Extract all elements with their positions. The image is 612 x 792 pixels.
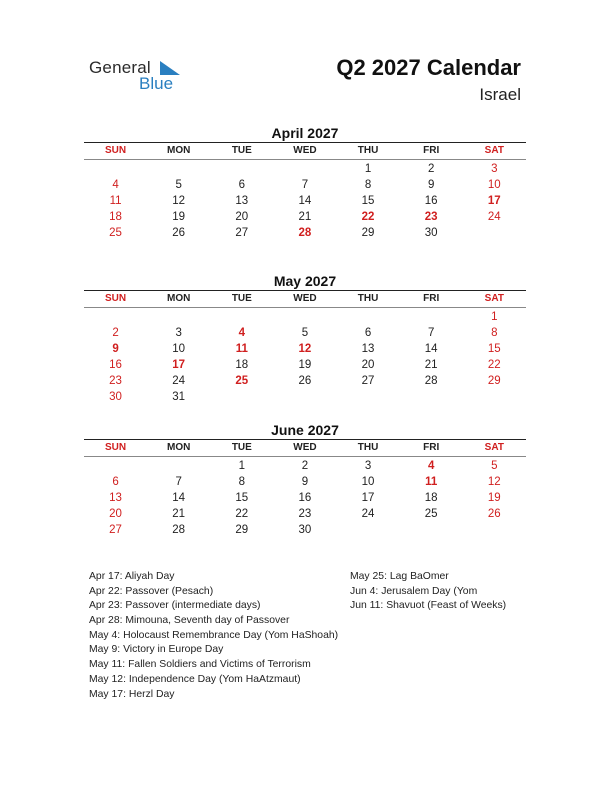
day-cell: 16 bbox=[298, 492, 312, 504]
day-cell: 28 bbox=[298, 227, 312, 239]
day-cell: 4 bbox=[238, 327, 246, 339]
weekday-header-row bbox=[84, 440, 526, 456]
empty-day-cell bbox=[84, 161, 147, 177]
empty-day-cell bbox=[210, 309, 273, 325]
day-cell: 18 bbox=[109, 211, 122, 223]
week-row bbox=[84, 474, 526, 490]
month-june bbox=[84, 421, 526, 538]
day-cell: 16 bbox=[424, 195, 438, 207]
logo-word-blue: Blue bbox=[139, 74, 174, 93]
day-cell: 20 bbox=[109, 508, 122, 520]
weekday-tue: TUE bbox=[231, 293, 252, 304]
day-cell: 4 bbox=[427, 460, 435, 472]
holiday-entry: May 25: Lag BaOmer bbox=[350, 571, 449, 582]
day-cell: 9 bbox=[427, 179, 435, 191]
week-row bbox=[84, 225, 526, 241]
day-cell: 28 bbox=[424, 375, 438, 387]
day-cell: 16 bbox=[109, 359, 122, 371]
day-cell: 21 bbox=[424, 359, 438, 371]
holiday-entry: Apr 22: Passover (Pesach) bbox=[89, 585, 214, 597]
day-cell: 29 bbox=[235, 524, 249, 536]
day-cell: 7 bbox=[427, 327, 435, 339]
day-cell: 17 bbox=[487, 195, 501, 207]
weekday-thu: THU bbox=[357, 293, 379, 304]
month-title: April 2027 bbox=[271, 125, 339, 141]
week-row bbox=[84, 522, 526, 538]
weekday-fri: FRI bbox=[423, 293, 440, 304]
holiday-entry: Jun 11: Shavuot (Feast of Weeks) bbox=[350, 600, 507, 612]
day-cell: 1 bbox=[238, 460, 246, 472]
weekday-mon: MON bbox=[167, 293, 191, 304]
week-row bbox=[84, 325, 526, 341]
day-cell: 1 bbox=[364, 163, 372, 175]
day-cell: 6 bbox=[238, 179, 246, 191]
page-title: Q2 2027 Calendar bbox=[336, 55, 521, 80]
holiday-entry: Apr 23: Passover (intermediate days) bbox=[89, 600, 261, 612]
empty-day-cell bbox=[273, 389, 336, 405]
weekday-sat: SAT bbox=[484, 442, 504, 453]
day-cell: 12 bbox=[298, 343, 312, 355]
empty-day-cell bbox=[147, 458, 210, 474]
empty-day-cell bbox=[463, 522, 526, 538]
day-cell: 22 bbox=[487, 359, 501, 371]
day-cell: 8 bbox=[364, 179, 372, 191]
day-cell: 4 bbox=[112, 179, 119, 191]
day-cell: 7 bbox=[175, 476, 182, 488]
holiday-list-left bbox=[89, 570, 338, 702]
empty-day-cell bbox=[400, 522, 463, 538]
weekday-header-row bbox=[84, 143, 526, 159]
weekday-thu: THU bbox=[357, 442, 379, 453]
country-name: Israel bbox=[479, 85, 521, 104]
day-cell: 14 bbox=[298, 195, 312, 207]
header-rule bbox=[84, 307, 526, 308]
day-cell: 29 bbox=[361, 227, 375, 239]
day-cell: 15 bbox=[235, 492, 249, 504]
day-cell: 11 bbox=[235, 343, 248, 355]
day-cell: 30 bbox=[109, 391, 122, 403]
holiday-entry: May 12: Independence Day (Yom HaAtzmaut) bbox=[89, 673, 301, 685]
day-cell: 10 bbox=[361, 476, 375, 488]
day-cell: 11 bbox=[109, 195, 122, 207]
weekday-sat: SAT bbox=[484, 293, 504, 304]
day-cell: 5 bbox=[175, 179, 182, 191]
holiday-entry: May 9: Victory in Europe Day bbox=[89, 644, 224, 656]
month-april bbox=[84, 124, 526, 241]
day-cell: 30 bbox=[298, 524, 312, 536]
day-cell: 8 bbox=[238, 476, 246, 488]
day-cell: 12 bbox=[172, 195, 186, 207]
day-cell: 2 bbox=[301, 460, 309, 472]
empty-day-cell bbox=[400, 389, 463, 405]
weekday-wed: WED bbox=[293, 442, 317, 453]
holiday-entry: Jun 4: Jerusalem Day (Yom bbox=[350, 585, 478, 597]
day-cell: 21 bbox=[172, 508, 186, 520]
day-cell: 25 bbox=[109, 227, 122, 239]
empty-day-cell bbox=[84, 458, 147, 474]
weekday-sat: SAT bbox=[484, 145, 504, 156]
day-cell: 2 bbox=[427, 163, 435, 175]
day-cell: 23 bbox=[109, 375, 122, 387]
day-cell: 14 bbox=[424, 343, 438, 355]
day-cell: 25 bbox=[235, 375, 249, 387]
day-cell: 25 bbox=[424, 508, 438, 520]
week-row bbox=[84, 357, 526, 373]
day-cell: 13 bbox=[235, 195, 249, 207]
week-row bbox=[84, 490, 526, 506]
holiday-entry: May 11: Fallen Soldiers and Victims of Terrorism bbox=[89, 659, 311, 671]
week-row bbox=[84, 209, 526, 225]
day-cell: 1 bbox=[491, 311, 498, 323]
holiday-list-right bbox=[350, 570, 506, 614]
day-cell: 8 bbox=[491, 327, 498, 339]
header-rule bbox=[84, 159, 526, 160]
day-cell: 5 bbox=[301, 327, 309, 339]
day-cell: 15 bbox=[487, 343, 501, 355]
day-cell: 2 bbox=[112, 327, 119, 339]
weekday-thu: THU bbox=[357, 145, 379, 156]
empty-day-cell bbox=[463, 389, 526, 405]
day-cell: 9 bbox=[112, 343, 119, 355]
week-row bbox=[84, 373, 526, 389]
day-cell: 20 bbox=[361, 359, 375, 371]
day-cell: 7 bbox=[301, 179, 309, 191]
day-cell: 20 bbox=[235, 211, 249, 223]
weekday-wed: WED bbox=[293, 293, 317, 304]
day-cell: 5 bbox=[491, 460, 498, 472]
holiday-entry: Apr 17: Aliyah Day bbox=[89, 571, 175, 582]
day-cell: 26 bbox=[172, 227, 186, 239]
day-cell: 31 bbox=[172, 391, 186, 403]
day-cell: 19 bbox=[172, 211, 186, 223]
week-row bbox=[84, 177, 526, 193]
day-cell: 24 bbox=[361, 508, 375, 520]
day-cell: 28 bbox=[172, 524, 186, 536]
day-cell: 30 bbox=[424, 227, 438, 239]
day-cell: 11 bbox=[425, 476, 438, 488]
day-cell: 27 bbox=[235, 227, 249, 239]
empty-day-cell bbox=[147, 161, 210, 177]
day-cell: 21 bbox=[298, 211, 312, 223]
day-cell: 13 bbox=[361, 343, 375, 355]
day-cell: 23 bbox=[298, 508, 312, 520]
day-cell: 27 bbox=[361, 375, 375, 387]
day-cell: 24 bbox=[172, 375, 186, 387]
month-title: May 2027 bbox=[273, 273, 337, 289]
week-row bbox=[84, 458, 526, 474]
empty-day-cell bbox=[337, 389, 400, 405]
day-cell: 26 bbox=[487, 508, 501, 520]
empty-day-cell bbox=[273, 309, 336, 325]
day-cell: 6 bbox=[364, 327, 372, 339]
day-cell: 19 bbox=[298, 359, 312, 371]
day-cell: 12 bbox=[487, 476, 501, 488]
empty-day-cell bbox=[210, 161, 273, 177]
logo-word-general: General bbox=[89, 58, 151, 77]
day-cell: 13 bbox=[109, 492, 122, 504]
day-cell: 19 bbox=[487, 492, 501, 504]
day-cell: 3 bbox=[491, 163, 498, 175]
weekday-sun: SUN bbox=[105, 442, 127, 453]
day-cell: 10 bbox=[487, 179, 501, 191]
day-cell: 6 bbox=[112, 476, 119, 488]
day-cell: 26 bbox=[298, 375, 312, 387]
day-cell: 22 bbox=[235, 508, 249, 520]
weekday-sun: SUN bbox=[105, 145, 127, 156]
empty-day-cell bbox=[337, 309, 400, 325]
day-cell: 17 bbox=[361, 492, 375, 504]
day-cell: 9 bbox=[301, 476, 309, 488]
header-rule bbox=[84, 456, 526, 457]
weekday-sun: SUN bbox=[105, 293, 127, 304]
week-row bbox=[84, 161, 526, 177]
day-cell: 22 bbox=[361, 211, 375, 223]
weekday-wed: WED bbox=[293, 145, 317, 156]
weekday-mon: MON bbox=[167, 145, 191, 156]
empty-day-cell bbox=[84, 309, 147, 325]
empty-day-cell bbox=[337, 522, 400, 538]
day-cell: 14 bbox=[172, 492, 186, 504]
empty-day-cell bbox=[273, 161, 336, 177]
weekday-fri: FRI bbox=[423, 442, 440, 453]
day-cell: 3 bbox=[175, 327, 182, 339]
empty-day-cell bbox=[210, 389, 273, 405]
day-cell: 18 bbox=[424, 492, 438, 504]
week-row bbox=[84, 309, 526, 325]
month-may bbox=[84, 272, 526, 405]
day-cell: 15 bbox=[361, 195, 375, 207]
empty-day-cell bbox=[147, 309, 210, 325]
day-cell: 29 bbox=[487, 375, 501, 387]
week-row bbox=[84, 389, 526, 405]
week-row bbox=[84, 193, 526, 209]
holiday-entry: May 17: Herzl Day bbox=[89, 688, 175, 700]
day-cell: 10 bbox=[172, 343, 186, 355]
empty-day-cell bbox=[400, 309, 463, 325]
weekday-header-row bbox=[84, 291, 526, 307]
month-title: June 2027 bbox=[271, 422, 339, 438]
day-cell: 23 bbox=[424, 211, 438, 223]
weekday-tue: TUE bbox=[231, 145, 252, 156]
weekday-mon: MON bbox=[167, 442, 191, 453]
holiday-entry: May 4: Holocaust Remembrance Day (Yom HaShoah) bbox=[89, 629, 339, 641]
day-cell: 24 bbox=[487, 211, 501, 223]
week-row bbox=[84, 506, 526, 522]
day-cell: 17 bbox=[172, 359, 186, 371]
day-cell: 3 bbox=[364, 460, 372, 472]
weekday-fri: FRI bbox=[423, 145, 440, 156]
week-row bbox=[84, 341, 526, 357]
day-cell: 18 bbox=[235, 359, 249, 371]
day-cell: 27 bbox=[109, 524, 122, 536]
empty-day-cell bbox=[463, 225, 526, 241]
weekday-tue: TUE bbox=[231, 442, 252, 453]
holiday-entry: Apr 28: Mimouna, Seventh day of Passover bbox=[89, 615, 290, 627]
generalblue-logo bbox=[89, 58, 199, 94]
